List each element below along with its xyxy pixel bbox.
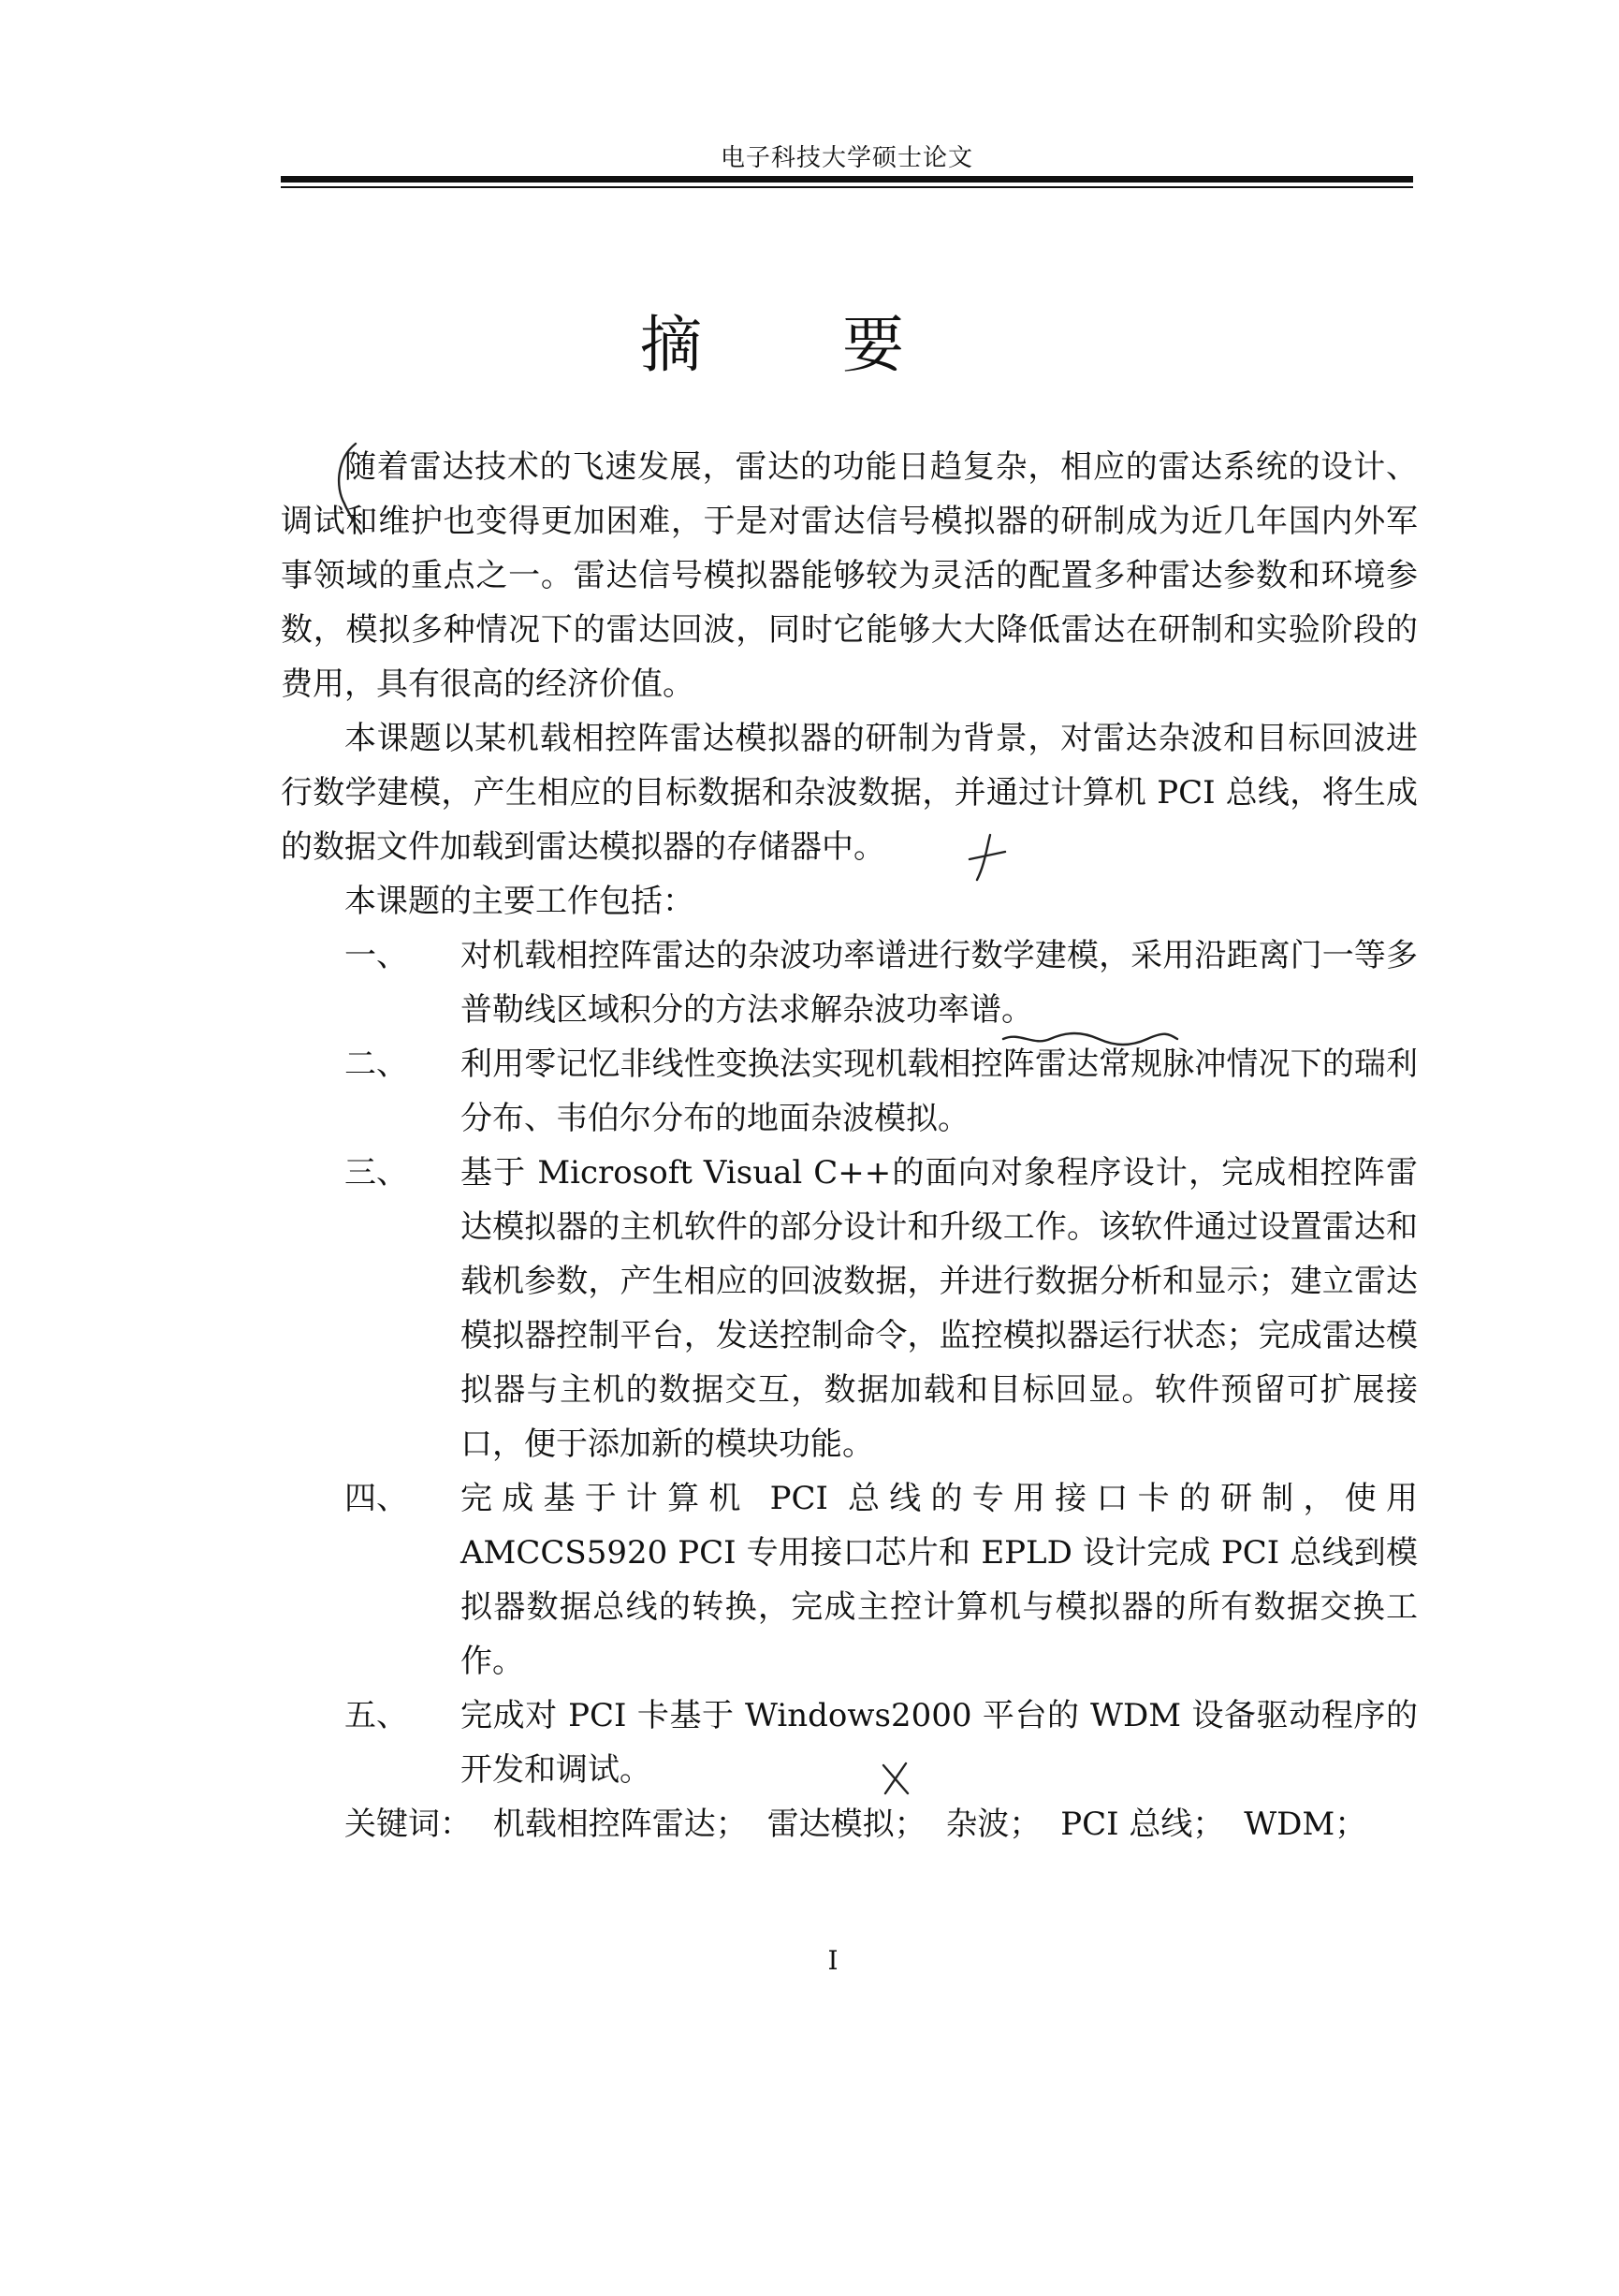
work-item (281, 1471, 1418, 1689)
work-item (281, 1146, 1418, 1471)
work-item-text: 完成基于计算机 PCI 总线的专用接口卡的研制，使用 AMCCS5920 PCI 专用接口芯片和 EPLD 设计完成 PCI 总线到模拟器数据总线的转换，完成主控计算机与模拟器的所有数据交换工作。 (460, 1480, 1418, 1680)
abstract-paragraph-1: 随着雷达技术的飞速发展，雷达的功能日趋复杂，相应的雷达系统的设计、调试和维护也变得更加困难，于是对雷达信号模拟器的研制成为近几年国内外军事领域的重点之一。雷达信号模拟器能够较为灵活的配置多种雷达参数和环境参数，模拟多种情况下的雷达回波，同时它能够大大降低雷达在研制和实验阶段的费用，具有很高的经济价值。 (281, 448, 1418, 703)
work-item-number: 四、 (344, 1480, 408, 1517)
abstract-title: 摘要 (640, 309, 1044, 381)
page-number: I (827, 1945, 839, 1976)
abstract-paragraph-2: 本课题以某机载相控阵雷达模拟器的研制为背景，对雷达杂波和目标回波进行数学建模，产生相应的目标数据和杂波数据，并通过计算机 PCI 总线，将生成的数据文件加载到雷达模拟器的存储器中。 (281, 720, 1418, 866)
abstract-body (281, 440, 1418, 1851)
running-header: 电子科技大学硕士论文 (720, 144, 973, 172)
work-item-number: 五、 (344, 1697, 408, 1734)
work-item-text: 基于 Microsoft Visual C++的面向对象程序设计，完成相控阵雷达模拟器的主机软件的部分设计和升级工作。该软件通过设置雷达和载机参数，产生相应的回波数据，并进行数据分析和显示；建立雷达模拟器控制平台，发送控制命令，监控模拟器运行状态；完成雷达模拟器与主机的数据交互，数据加载和目标回显。软件预留可扩展接口，便于添加新的模块功能。 (460, 1154, 1418, 1463)
work-item (281, 1037, 1418, 1146)
header-rule-thick (281, 176, 1413, 183)
work-item-text: 利用零记忆非线性变换法实现机载相控阵雷达常规脉冲情况下的瑞利分布、韦伯尔分布的地面杂波模拟。 (460, 1046, 1418, 1137)
handwritten-plus-mark (964, 831, 1011, 884)
keywords-line (281, 1797, 1418, 1851)
work-list (281, 929, 1418, 1797)
work-item-text: 完成对 PCI 卡基于 Windows2000 平台的 WDM 设备驱动程序的开发和调试。 (460, 1697, 1418, 1789)
keyword: PCI 总线； (1060, 1806, 1225, 1843)
keyword: 机载相控阵雷达； (492, 1806, 748, 1843)
work-item-number: 二、 (344, 1046, 408, 1083)
keyword: 杂波； (945, 1806, 1042, 1843)
handwritten-bracket-mark (331, 440, 363, 537)
work-item-text: 对机载相控阵雷达的杂波功率谱进行数学建模，采用沿距离门一等多普勒线区域积分的方法求解杂波功率谱。 (460, 937, 1418, 1029)
handwritten-cross-mark (880, 1760, 912, 1797)
work-item (281, 929, 1418, 1037)
work-item-number: 三、 (344, 1154, 408, 1192)
keyword: 雷达模拟； (766, 1806, 926, 1843)
keyword: WDM； (1244, 1806, 1367, 1843)
abstract-paragraph-3: 本课题的主要工作包括： (344, 883, 694, 920)
header-rule-thin (281, 186, 1413, 188)
keywords-label: 关键词： (344, 1806, 472, 1843)
handwritten-wavy-underline (1001, 1030, 1179, 1050)
work-item (281, 1689, 1418, 1797)
work-item-number: 一、 (344, 937, 408, 974)
